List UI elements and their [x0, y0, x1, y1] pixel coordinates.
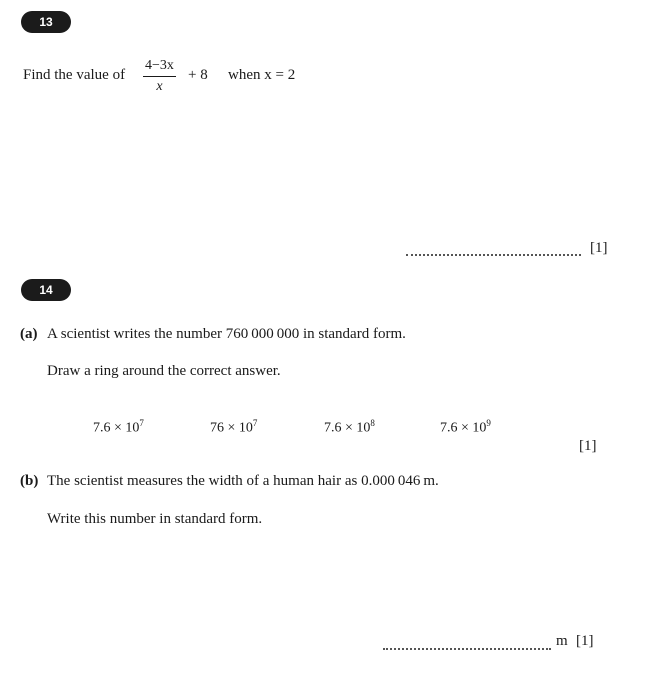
q13-answer-line[interactable]: [406, 254, 581, 256]
q14a-option-2-exponent: 7: [252, 418, 258, 428]
q14a-option-3-base: 7.6 × 10: [324, 420, 371, 436]
q14a-option-4-exponent: 9: [486, 418, 491, 428]
q14a-text: A scientist writes the number 760 000 000 in standard form.: [47, 326, 406, 342]
q13-fraction: [143, 58, 176, 95]
q14a-option-4[interactable]: [440, 418, 491, 437]
q14a-instruction: Draw a ring around the correct answer.: [47, 363, 281, 379]
q13-prompt: Find the value of: [23, 67, 126, 83]
q14b-label: (b): [20, 473, 39, 489]
q14a-option-2[interactable]: [210, 418, 257, 437]
question-14-number: 14: [21, 279, 71, 301]
q14a-option-3-exponent: 8: [370, 418, 375, 428]
q14b-answer-line[interactable]: [383, 648, 551, 650]
q14a-option-2-base: 76 × 10: [210, 420, 253, 436]
q14b-instruction: Write this number in standard form.: [47, 511, 263, 527]
q14b-text: The scientist measures the width of a human hair as 0.000 046 m.: [47, 473, 439, 489]
q13-marks: [1]: [590, 240, 608, 256]
q14a-option-1-exponent: 7: [139, 418, 144, 428]
q14a-option-4-base: 7.6 × 10: [440, 420, 487, 436]
q14b-marks: [1]: [576, 633, 594, 649]
q14b-unit: m: [556, 633, 568, 649]
q14a-option-1[interactable]: [93, 418, 144, 437]
q14a-label: (a): [20, 326, 38, 342]
q13-condition: when x = 2: [228, 67, 296, 83]
q13-fraction-denominator: x: [156, 79, 163, 94]
q13-expression-suffix: + 8: [188, 67, 208, 83]
q13-fraction-numerator: 4−3x: [143, 58, 176, 77]
q14a-option-1-base: 7.6 × 10: [93, 420, 140, 436]
q14a-marks: [1]: [579, 438, 597, 454]
q14a-option-3[interactable]: [324, 418, 375, 437]
question-13-number: 13: [21, 11, 71, 33]
